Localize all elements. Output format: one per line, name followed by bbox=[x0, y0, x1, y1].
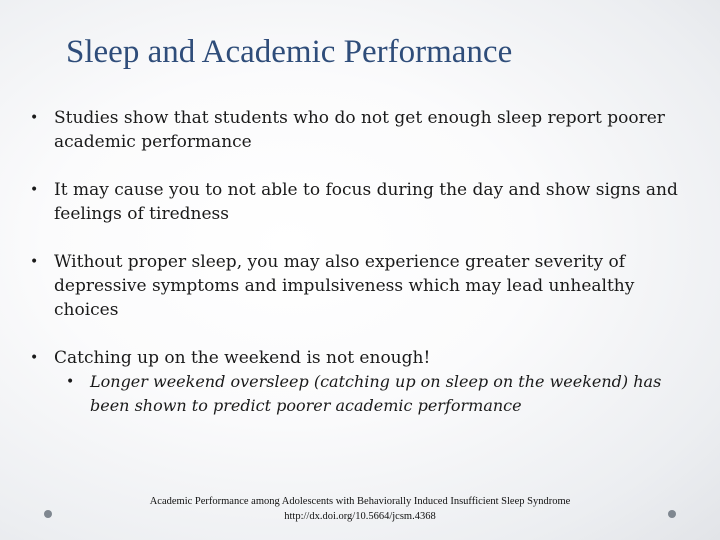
bullet-dot-icon: • bbox=[30, 254, 39, 270]
bullet-text: Studies show that students who do not get enough sleep report poorer academic performance bbox=[54, 108, 665, 152]
citation-title: Academic Performance among Adolescents with Behaviorally Induced Insufficient Sleep Syndrome bbox=[149, 496, 571, 507]
bullet-text: It may cause you to not able to focus during the day and show signs and feelings of tiredness bbox=[54, 180, 678, 224]
bullet-item bbox=[30, 250, 690, 322]
decorative-dot-icon bbox=[668, 510, 676, 518]
bullet-text: Catching up on the weekend is not enough! bbox=[54, 348, 431, 368]
bullet-text: Without proper sleep, you may also experience greater severity of depressive symptoms and impulsiveness which may lead unhealthy choices bbox=[54, 252, 635, 320]
bullet-list bbox=[30, 106, 690, 418]
bullet-item bbox=[30, 106, 690, 154]
bullet-dot-icon: • bbox=[30, 110, 39, 126]
sub-bullet-text: Longer weekend oversleep (catching up on sleep on the weekend) has been shown to predict poorer academic performance bbox=[90, 372, 662, 415]
slide-title: Sleep and Academic Performance bbox=[66, 34, 513, 70]
citation bbox=[0, 494, 720, 524]
bullet-item bbox=[30, 178, 690, 226]
sub-bullet-dot-icon: • bbox=[66, 374, 75, 390]
bullet-dot-icon: • bbox=[30, 182, 39, 198]
bullet-dot-icon: • bbox=[30, 350, 39, 366]
sub-bullet-item bbox=[30, 370, 690, 418]
bullet-item bbox=[30, 346, 690, 418]
decorative-dot-icon bbox=[44, 510, 52, 518]
citation-doi-link[interactable]: http://dx.doi.org/10.5664/jcsm.4368 bbox=[284, 511, 436, 522]
